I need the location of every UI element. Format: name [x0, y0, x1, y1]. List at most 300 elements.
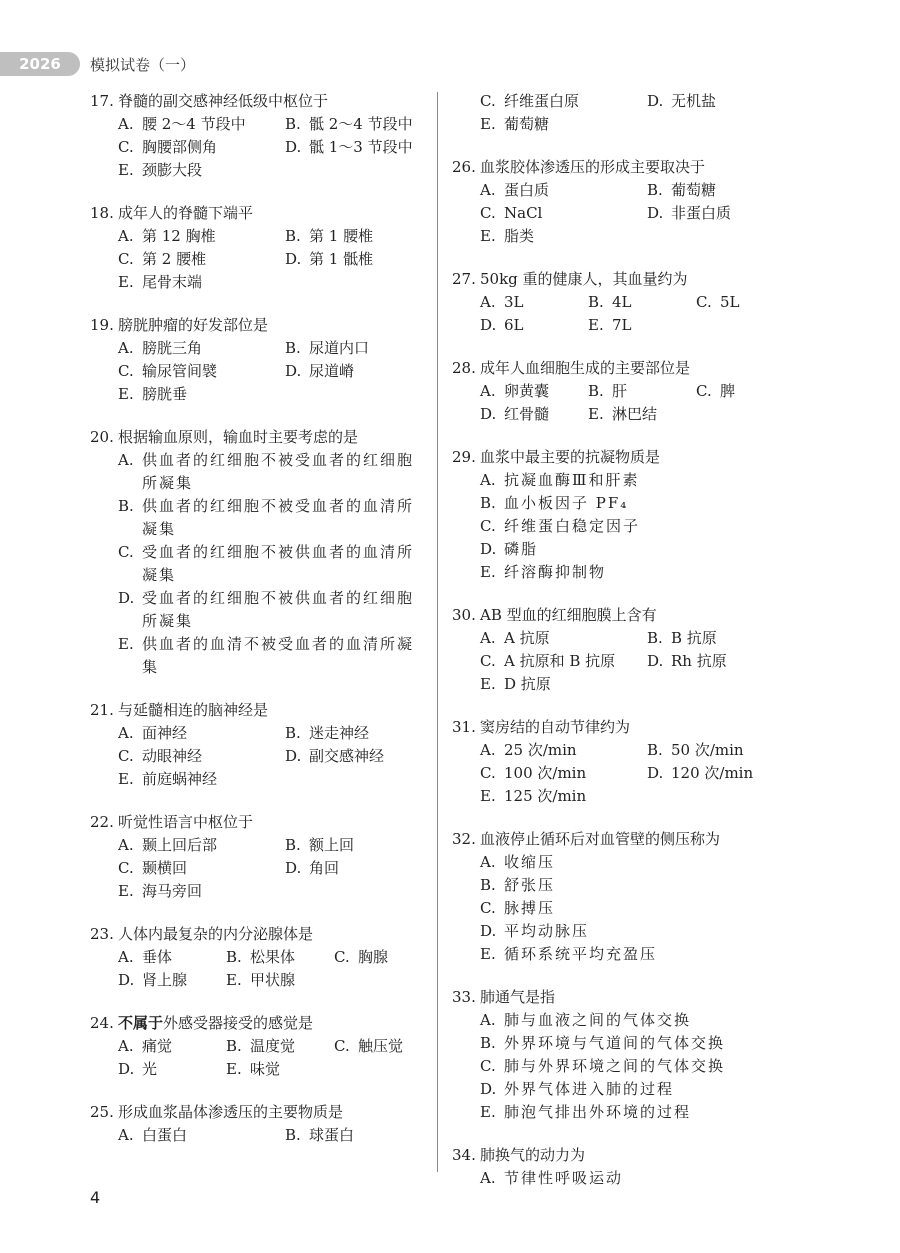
- option-text: 腰 2～4 节段中: [142, 115, 246, 133]
- option: [480, 314, 588, 337]
- option: [285, 337, 452, 360]
- options-list: [118, 337, 430, 406]
- question-stem: [90, 426, 430, 449]
- option-letter: D.: [285, 138, 302, 156]
- option: [480, 785, 647, 808]
- option-letter: B.: [285, 836, 301, 854]
- option-letter: B.: [226, 1037, 242, 1055]
- question-stem: [452, 828, 812, 851]
- option-text: A 抗原: [504, 629, 550, 647]
- option: [480, 515, 812, 538]
- question-stem-text: 人体内最复杂的内分泌腺体是: [118, 925, 314, 943]
- option-text: 舒张压: [504, 876, 556, 894]
- question-stem: [90, 699, 430, 722]
- option-text: 松果体: [250, 948, 296, 966]
- question-20: [90, 426, 430, 679]
- option-text: 面神经: [142, 724, 188, 742]
- option: [480, 650, 647, 673]
- option: [118, 722, 285, 745]
- question-number: 20.: [90, 428, 114, 446]
- option-text: 收缩压: [504, 853, 556, 871]
- options-list: [118, 834, 430, 903]
- question-number: 19.: [90, 316, 114, 334]
- option: [285, 722, 452, 745]
- option-text: 颞横回: [142, 859, 188, 877]
- option-text: 外界气体进入肺的过程: [504, 1080, 675, 1098]
- question-stem: [90, 1012, 430, 1035]
- question-24: [90, 1012, 430, 1081]
- option-letter: C.: [118, 747, 134, 765]
- option: [118, 946, 226, 969]
- question-23: [90, 923, 430, 992]
- option: [480, 920, 812, 943]
- option-text: 第 2 腰椎: [142, 250, 207, 268]
- question-number: 26.: [452, 158, 476, 176]
- option-letter: E.: [480, 1103, 496, 1121]
- option: [480, 492, 812, 515]
- question-stem-text: 外感受器接受的感觉是: [163, 1014, 314, 1032]
- option-text: 肝: [612, 382, 628, 400]
- option-letter: A.: [118, 948, 134, 966]
- option-letter: B.: [285, 1126, 301, 1144]
- option-text: 骶 2～4 节段中: [309, 115, 413, 133]
- option-letter: D.: [480, 316, 497, 334]
- option-letter: C.: [480, 517, 496, 535]
- option: [480, 1032, 812, 1055]
- question-stem: [452, 986, 812, 1009]
- options-list: [480, 380, 812, 426]
- option-letter: A.: [480, 293, 496, 311]
- option-letter: E.: [480, 945, 496, 963]
- option-text: 120 次/min: [671, 764, 754, 782]
- option-letter: D.: [118, 589, 135, 607]
- question-30: [452, 604, 812, 696]
- question-28: [452, 357, 812, 426]
- option: [480, 561, 812, 584]
- question-stem: [90, 923, 430, 946]
- question-text: [118, 202, 253, 225]
- question-22: [90, 811, 430, 903]
- option-text: 第 1 腰椎: [309, 227, 374, 245]
- option-letter: E.: [588, 316, 604, 334]
- option-text: 25 次/min: [504, 741, 577, 759]
- question-31: [452, 716, 812, 808]
- option: [226, 1058, 334, 1081]
- question-stem: [452, 604, 812, 627]
- question-stem-text: 膀胱肿瘤的好发部位是: [118, 316, 269, 334]
- question-text: [118, 923, 313, 946]
- question-stem: [90, 1101, 430, 1124]
- option-text: 球蛋白: [309, 1126, 355, 1144]
- option: [118, 495, 430, 541]
- question-17: [90, 90, 430, 182]
- question-text: [480, 1144, 585, 1167]
- option-text: 尿道嵴: [309, 362, 355, 380]
- question-number: 27.: [452, 270, 476, 288]
- option-text: 海马旁回: [142, 882, 203, 900]
- option: [118, 633, 430, 679]
- question-number: 17.: [90, 92, 114, 110]
- option: [480, 380, 588, 403]
- question-18: [90, 202, 430, 294]
- question-29: [452, 446, 812, 584]
- question-number: 24.: [90, 1014, 114, 1032]
- option-text: 第 12 胸椎: [142, 227, 216, 245]
- option-text: 3L: [504, 293, 524, 311]
- option-text: 纤维蛋白稳定因子: [504, 517, 641, 535]
- option-text: 纤维蛋白原: [504, 92, 580, 110]
- question-stem-text: 肺换气的动力为: [480, 1146, 586, 1164]
- option-text: 抗凝血酶Ⅲ和肝素: [504, 471, 640, 489]
- option-letter: C.: [480, 652, 496, 670]
- option: [118, 745, 285, 768]
- option: [118, 248, 285, 271]
- option-text: 副交感神经: [309, 747, 385, 765]
- option-text: 纤溶酶抑制物: [504, 563, 607, 581]
- option: [480, 874, 812, 897]
- question-number: 21.: [90, 701, 114, 719]
- option-letter: D.: [285, 250, 302, 268]
- option: [480, 762, 647, 785]
- question-text: [480, 604, 657, 627]
- options-list: [118, 1035, 430, 1081]
- options-list: [118, 946, 430, 992]
- option-text: 非蛋白质: [671, 204, 732, 222]
- option: [588, 403, 696, 426]
- option-letter: C.: [118, 138, 134, 156]
- option-letter: C.: [480, 92, 496, 110]
- question-text: [480, 828, 720, 851]
- option-letter: C.: [480, 899, 496, 917]
- option-text: 葡萄糖: [671, 181, 717, 199]
- option: [226, 969, 334, 992]
- option-text: 受血者的红细胞不被供血者的红细胞所凝集: [142, 589, 415, 630]
- options-list: [480, 291, 812, 337]
- question-number: 23.: [90, 925, 114, 943]
- options-list: [118, 1124, 430, 1147]
- option-letter: B.: [647, 181, 663, 199]
- question-stem: [452, 446, 812, 469]
- option: [480, 943, 812, 966]
- option-text: 供血者的红细胞不被受血者的血清所凝集: [142, 497, 415, 538]
- question-stem-text: 根据输血原则，输血时主要考虑的是: [118, 428, 359, 446]
- option-letter: B.: [647, 629, 663, 647]
- question-stem-text: AB 型血的红细胞膜上含有: [480, 606, 657, 624]
- option-text: 肺泡气排出外环境的过程: [504, 1103, 692, 1121]
- options-list: [480, 739, 812, 808]
- option-letter: E.: [480, 675, 496, 693]
- option: [118, 834, 285, 857]
- option-letter: D.: [647, 204, 664, 222]
- question-number: 29.: [452, 448, 476, 466]
- option-letter: B.: [480, 876, 496, 894]
- option-text: 味觉: [250, 1060, 281, 1078]
- options-list: [118, 722, 430, 791]
- question-stem: [90, 811, 430, 834]
- option: [118, 271, 285, 294]
- option: [480, 1055, 812, 1078]
- option-text: 垂体: [142, 948, 173, 966]
- question-text: [480, 986, 555, 1009]
- option-letter: C.: [696, 293, 712, 311]
- option-letter: E.: [226, 1060, 242, 1078]
- option-letter: E.: [118, 882, 134, 900]
- question-text: [118, 90, 328, 113]
- question-32: [452, 828, 812, 966]
- page-number: 4: [90, 1188, 101, 1207]
- option-letter: B.: [588, 382, 604, 400]
- option-letter: E.: [118, 385, 134, 403]
- options-list: [480, 469, 812, 584]
- option-text: B 抗原: [671, 629, 717, 647]
- option-letter: D.: [285, 859, 302, 877]
- question-number: 25.: [90, 1103, 114, 1121]
- options-list: [480, 1009, 812, 1124]
- options-list: [480, 90, 812, 136]
- option: [118, 880, 285, 903]
- option: [480, 1078, 812, 1101]
- option: [118, 541, 430, 587]
- option-text: 无机盐: [671, 92, 717, 110]
- option-text: 白蛋白: [142, 1126, 188, 1144]
- options-list: [480, 627, 812, 696]
- option-text: 痛觉: [142, 1037, 173, 1055]
- options-list: [480, 179, 812, 248]
- option-letter: A.: [118, 724, 134, 742]
- question-stem-text: 与延髓相连的脑神经是: [118, 701, 269, 719]
- option-letter: C.: [334, 948, 350, 966]
- question-stem: [452, 156, 812, 179]
- option: [285, 857, 452, 880]
- question-number: 34.: [452, 1146, 476, 1164]
- question-stem: [452, 357, 812, 380]
- option: [118, 969, 226, 992]
- option-letter: E.: [118, 273, 134, 291]
- option-text: A 抗原和 B 抗原: [504, 652, 616, 670]
- option: [480, 403, 588, 426]
- option: [480, 673, 647, 696]
- option-letter: B.: [647, 741, 663, 759]
- options-list: [118, 113, 430, 182]
- question-26: [452, 156, 812, 248]
- option: [118, 225, 285, 248]
- option-letter: D.: [285, 362, 302, 380]
- option-letter: A.: [118, 1037, 134, 1055]
- option-text: 胸腺: [358, 948, 389, 966]
- question-stem-text: 成年人的脊髓下端平: [118, 204, 254, 222]
- question-21: [90, 699, 430, 791]
- option-letter: A.: [480, 1169, 496, 1187]
- question-stem-text: 血液停止循环后对血管壁的侧压称为: [480, 830, 721, 848]
- option-letter: E.: [480, 787, 496, 805]
- option-letter: D.: [647, 92, 664, 110]
- option: [647, 202, 814, 225]
- option-text: 动眼神经: [142, 747, 203, 765]
- option-text: 7L: [612, 316, 632, 334]
- options-list: [118, 449, 430, 679]
- option: [480, 1167, 812, 1190]
- right-column: [452, 90, 812, 1210]
- option-letter: C.: [480, 1057, 496, 1075]
- question-stem-text: 听觉性语言中枢位于: [118, 813, 254, 831]
- option-text: 50 次/min: [671, 741, 744, 759]
- option-text: 供血者的血清不被受血者的血清所凝集: [142, 635, 415, 676]
- question-stem-text: 脊髓的副交感神经低级中枢位于: [118, 92, 329, 110]
- option: [480, 469, 812, 492]
- option-letter: D.: [118, 971, 135, 989]
- question-stem: [452, 268, 812, 291]
- question-stem: [90, 314, 430, 337]
- option-letter: D.: [118, 1060, 135, 1078]
- option-text: 6L: [504, 316, 524, 334]
- option-letter: B.: [118, 497, 134, 515]
- option-letter: D.: [480, 405, 497, 423]
- question-stem-text: 窦房结的自动节律约为: [480, 718, 631, 736]
- option-letter: C.: [118, 250, 134, 268]
- question-stem: [452, 1144, 812, 1167]
- option-letter: C.: [118, 362, 134, 380]
- option: [647, 90, 814, 113]
- option: [647, 179, 814, 202]
- option: [647, 739, 814, 762]
- option: [480, 291, 588, 314]
- question-number: 28.: [452, 359, 476, 377]
- option-text: 迷走神经: [309, 724, 370, 742]
- question-text: [480, 268, 688, 291]
- option: [118, 449, 430, 495]
- option-text: 节律性呼吸运动: [504, 1169, 624, 1187]
- option-text: 甲状腺: [250, 971, 296, 989]
- header-year-tab: 2026: [0, 52, 80, 76]
- question-stem-text: 50kg 重的健康人，其血量约为: [480, 270, 688, 288]
- option: [118, 1035, 226, 1058]
- option-letter: C.: [118, 543, 134, 561]
- option: [480, 1009, 812, 1032]
- option: [118, 857, 285, 880]
- option-letter: D.: [647, 652, 664, 670]
- option-text: 脉搏压: [504, 899, 556, 917]
- option: [285, 225, 452, 248]
- option-letter: B.: [480, 494, 496, 512]
- question-25: [90, 1101, 430, 1147]
- option-letter: E.: [118, 161, 134, 179]
- question-stem-text: 成年人血细胞生成的主要部位是: [480, 359, 691, 377]
- options-list: [118, 225, 430, 294]
- option-letter: E.: [480, 227, 496, 245]
- option-text: Rh 抗原: [671, 652, 727, 670]
- option: [647, 627, 814, 650]
- option-text: 温度觉: [250, 1037, 296, 1055]
- option-text: 触压觉: [358, 1037, 404, 1055]
- option-text: 红骨髓: [504, 405, 550, 423]
- header-title: 模拟试卷（一）: [90, 55, 196, 74]
- option: [118, 1058, 226, 1081]
- option: [285, 360, 452, 383]
- option-text: 5L: [720, 293, 740, 311]
- question-number: 30.: [452, 606, 476, 624]
- option: [480, 202, 647, 225]
- option: [480, 538, 812, 561]
- question-33: [452, 986, 812, 1124]
- option-letter: A.: [480, 853, 496, 871]
- option-text: 尾骨末端: [142, 273, 203, 291]
- question-stem: [452, 716, 812, 739]
- option-text: 脾: [720, 382, 736, 400]
- question-text: [480, 357, 690, 380]
- option-letter: B.: [285, 227, 301, 245]
- option: [226, 1035, 334, 1058]
- question-text: [118, 699, 268, 722]
- option-letter: A.: [118, 451, 134, 469]
- question-stem-text: 形成血浆晶体渗透压的主要物质是: [118, 1103, 344, 1121]
- option-text: 第 1 骶椎: [309, 250, 374, 268]
- options-list: [480, 1167, 812, 1190]
- option-text: 循环系统平均充盈压: [504, 945, 658, 963]
- option-text: 蛋白质: [504, 181, 550, 199]
- option-text: 供血者的红细胞不被受血者的红细胞所凝集: [142, 451, 415, 492]
- option-letter: A.: [118, 1126, 134, 1144]
- page-header: [0, 52, 195, 76]
- question-text: [480, 156, 705, 179]
- option-letter: A.: [118, 227, 134, 245]
- option-letter: A.: [480, 181, 496, 199]
- option-letter: A.: [480, 741, 496, 759]
- option: [334, 1035, 442, 1058]
- option: [588, 380, 696, 403]
- question-number: 22.: [90, 813, 114, 831]
- option-letter: A.: [480, 471, 496, 489]
- option-text: 胸腰部侧角: [142, 138, 218, 156]
- option-text: 卵黄囊: [504, 382, 550, 400]
- question-number: 31.: [452, 718, 476, 736]
- question-27: [452, 268, 812, 337]
- question-text: [118, 426, 358, 449]
- option: [118, 136, 285, 159]
- question-number: 33.: [452, 988, 476, 1006]
- left-column: [90, 90, 430, 1167]
- option-letter: D.: [647, 764, 664, 782]
- option: [118, 587, 430, 633]
- option-text: 100 次/min: [504, 764, 587, 782]
- option-text: 角回: [309, 859, 340, 877]
- question-text: [480, 716, 630, 739]
- option: [118, 360, 285, 383]
- option-letter: E.: [226, 971, 242, 989]
- option: [647, 762, 814, 785]
- question-number: 32.: [452, 830, 476, 848]
- option-letter: C.: [480, 764, 496, 782]
- option-letter: D.: [480, 1080, 497, 1098]
- option: [334, 946, 442, 969]
- option: [480, 1101, 812, 1124]
- option-text: 平均动脉压: [504, 922, 590, 940]
- question-stem-text: 血浆胶体渗透压的形成主要取决于: [480, 158, 706, 176]
- option-text: 肺与血液之间的气体交换: [504, 1011, 692, 1029]
- option: [647, 650, 814, 673]
- option-letter: E.: [480, 115, 496, 133]
- option: [285, 834, 452, 857]
- question-text: [118, 811, 253, 834]
- option-text: 磷脂: [504, 540, 539, 558]
- option: [226, 946, 334, 969]
- option-text: 肾上腺: [142, 971, 188, 989]
- option-letter: C.: [118, 859, 134, 877]
- option-letter: A.: [118, 836, 134, 854]
- option-text: 肺与外界环境之间的气体交换: [504, 1057, 726, 1075]
- option: [480, 627, 647, 650]
- option-letter: A.: [480, 382, 496, 400]
- option-letter: E.: [118, 770, 134, 788]
